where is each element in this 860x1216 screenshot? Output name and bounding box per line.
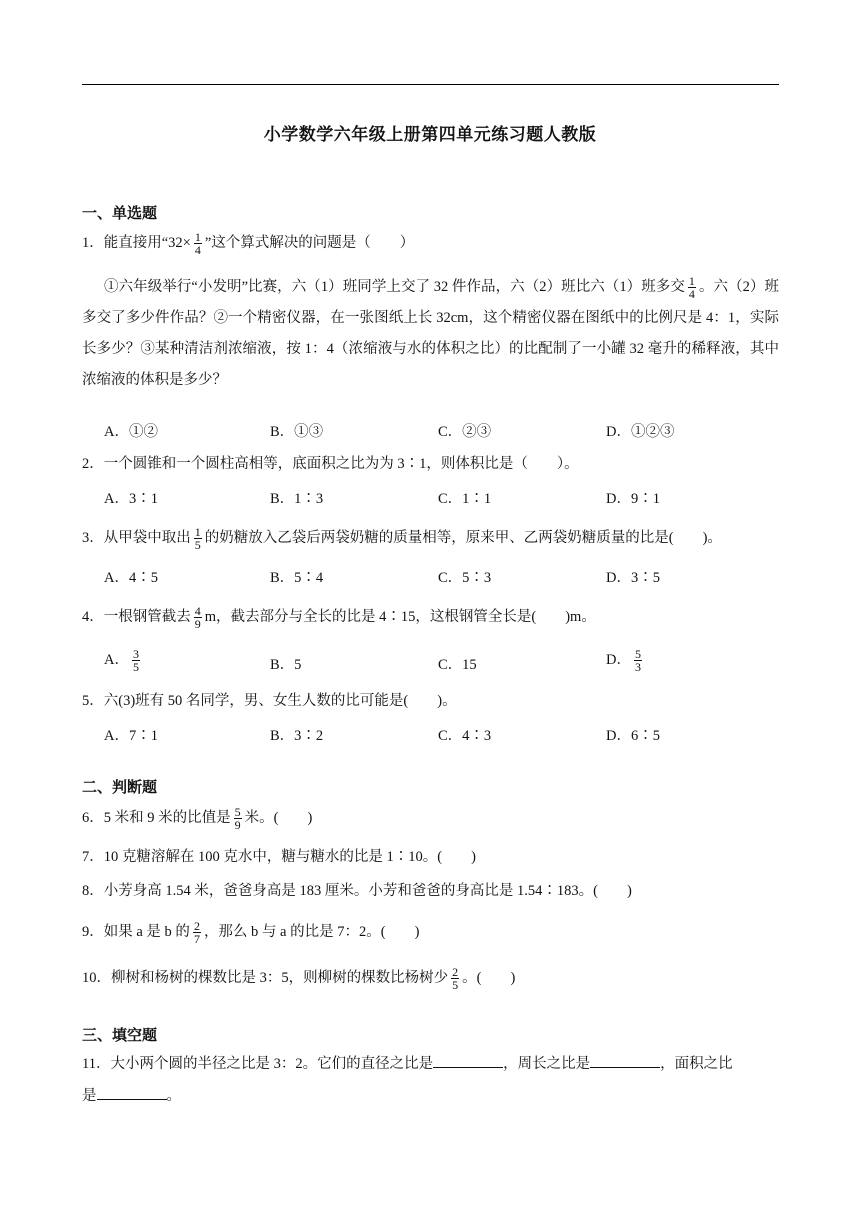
question-1-passage-a: ①六年级举行“小发明”比赛，六（1）班同学上交了 32 件作品，六（2）班比六（1）班多交 bbox=[104, 279, 685, 295]
option-b[interactable]: B．①③ bbox=[270, 424, 324, 440]
question-1-passage bbox=[82, 272, 779, 396]
question-10-text-a: 10．柳树和杨树的棵数比是 3：5，则柳树的棵数比杨树少 bbox=[82, 969, 449, 986]
option-d[interactable]: D．3∶5 bbox=[606, 570, 660, 586]
question-4-stem bbox=[82, 605, 779, 630]
option-a[interactable]: A． $\frac{3}{5}$ bbox=[104, 647, 139, 675]
question-4-options bbox=[104, 648, 784, 678]
question-11-text-c: ，面积之比 bbox=[660, 1056, 733, 1072]
question-11-stem bbox=[82, 1053, 779, 1074]
question-1-text-a: 1．能直接用“32× bbox=[82, 234, 191, 251]
question-10-text-b: 。( ) bbox=[462, 969, 516, 986]
question-11-text-d: 是 bbox=[82, 1088, 97, 1104]
question-9-text-b: ，那么 b 与 a 的比是 7：2。( ) bbox=[203, 923, 420, 940]
question-6-text-a: 6．5 米和 9 米的比值是 bbox=[82, 809, 231, 826]
option-b[interactable]: B．3∶2 bbox=[270, 728, 324, 744]
option-c[interactable]: C．5∶3 bbox=[438, 570, 492, 586]
question-6-stem bbox=[82, 806, 779, 831]
question-11-continuation bbox=[82, 1085, 779, 1106]
option-c[interactable]: C．②③ bbox=[438, 424, 492, 440]
header-rule bbox=[82, 84, 779, 85]
fraction: $\frac{1}{4}$ bbox=[688, 274, 695, 302]
option-b[interactable]: B．1∶3 bbox=[270, 491, 324, 507]
option-b[interactable]: B．5 bbox=[270, 657, 302, 673]
fraction: $\frac{1}{4}$ bbox=[194, 230, 201, 257]
option-c[interactable]: C．1∶1 bbox=[438, 491, 492, 507]
question-8-stem: 8．小芳身高 1.54 米，爸爸身高是 183 厘米。小芳和爸爸的身高比是 1.54∶183。( ) bbox=[82, 883, 632, 899]
option-b[interactable]: B．5∶4 bbox=[270, 570, 324, 586]
question-1-stem bbox=[82, 231, 779, 256]
question-3-options bbox=[104, 566, 784, 588]
question-11-text-a: 11．大小两个圆的半径之比是 3：2。它们的直径之比是 bbox=[82, 1056, 434, 1072]
question-3-text-a: 3．从甲袋中取出 bbox=[82, 529, 191, 546]
fraction: $\frac{1}{5}$ bbox=[194, 525, 201, 552]
option-d[interactable]: D．①②③ bbox=[606, 424, 675, 440]
question-11-text-b: ，周长之比是 bbox=[503, 1056, 591, 1072]
question-7-stem: 7．10 克糖溶解在 100 克水中，糖与糖水的比是 1∶10。( ) bbox=[82, 849, 476, 865]
question-1-text-b: ”这个算式解决的问题是（ ） bbox=[204, 234, 415, 251]
answer-blank-1[interactable] bbox=[433, 1053, 503, 1068]
question-2-options bbox=[104, 487, 784, 509]
question-6-text-b: 米。( ) bbox=[244, 809, 313, 826]
question-2-stem: 2．一个圆锥和一个圆柱高相等，底面积之比为为 3∶1，则体积比是（ ）。 bbox=[82, 456, 579, 472]
question-9-text-a: 9．如果 a 是 b 的 bbox=[82, 923, 190, 940]
option-d[interactable]: D．9∶1 bbox=[606, 491, 660, 507]
question-5-stem: 5．六(3)班有 50 名同学，男、女生人数的比可能是( )。 bbox=[82, 693, 457, 709]
question-9-stem bbox=[82, 920, 779, 945]
question-4-text-b: m，截去部分与全长的比是 4∶15，这根钢管全长是( )m。 bbox=[204, 608, 596, 625]
option-c[interactable]: C．4∶3 bbox=[438, 728, 492, 744]
section-heading-fill-in: 三、填空题 bbox=[82, 1026, 158, 1044]
question-3-text-b: 的奶糖放入乙袋后两袋奶糖的质量相等，原来甲、乙两袋奶糖质量的比是( )。 bbox=[204, 529, 722, 546]
question-5-options bbox=[104, 724, 784, 746]
option-a[interactable]: A．3∶1 bbox=[104, 491, 158, 507]
section-heading-true-false: 二、判断题 bbox=[82, 778, 158, 796]
fraction: $\frac{2}{5}$ bbox=[452, 965, 459, 992]
option-a[interactable]: A．4∶5 bbox=[104, 570, 158, 586]
question-1-options bbox=[104, 420, 784, 442]
answer-blank-2[interactable] bbox=[590, 1053, 660, 1068]
question-4-text-a: 4．一根钢管截去 bbox=[82, 608, 191, 625]
fraction: $\frac{3}{5}$ bbox=[132, 647, 139, 675]
option-d[interactable]: D．6∶5 bbox=[606, 728, 660, 744]
question-11-text-e: 。 bbox=[166, 1088, 181, 1104]
fraction: $\frac{4}{9}$ bbox=[194, 604, 201, 631]
option-d[interactable]: D． $\frac{5}{3}$ bbox=[606, 647, 641, 675]
question-10-stem bbox=[82, 966, 779, 991]
question-1-passage-b: 。六（2）班多交了多少件作品？②一个精密仪器，在一张图纸上长 32cm，这个精密仪器在图纸中的比例尺是 4：1，实际长多少？③某种清洁剂浓缩液，按 1：4（浓缩液与水的体积之比）的比配制了一小罐 32 毫升的稀释液，其中浓缩液的体积是多少？ bbox=[82, 279, 780, 388]
answer-blank-3[interactable] bbox=[97, 1085, 167, 1100]
fraction: $\frac{5}{9}$ bbox=[234, 805, 241, 832]
page-title: 小学数学六年级上册第四单元练习题人教版 bbox=[263, 125, 597, 145]
fraction: $\frac{2}{7}$ bbox=[193, 919, 200, 946]
fraction: $\frac{5}{3}$ bbox=[634, 647, 641, 675]
question-3-stem bbox=[82, 526, 779, 551]
option-a[interactable]: A．①② bbox=[104, 424, 158, 440]
section-heading-single-choice: 一、单选题 bbox=[82, 204, 158, 222]
option-a[interactable]: A．7∶1 bbox=[104, 728, 158, 744]
option-c[interactable]: C．15 bbox=[438, 657, 477, 673]
